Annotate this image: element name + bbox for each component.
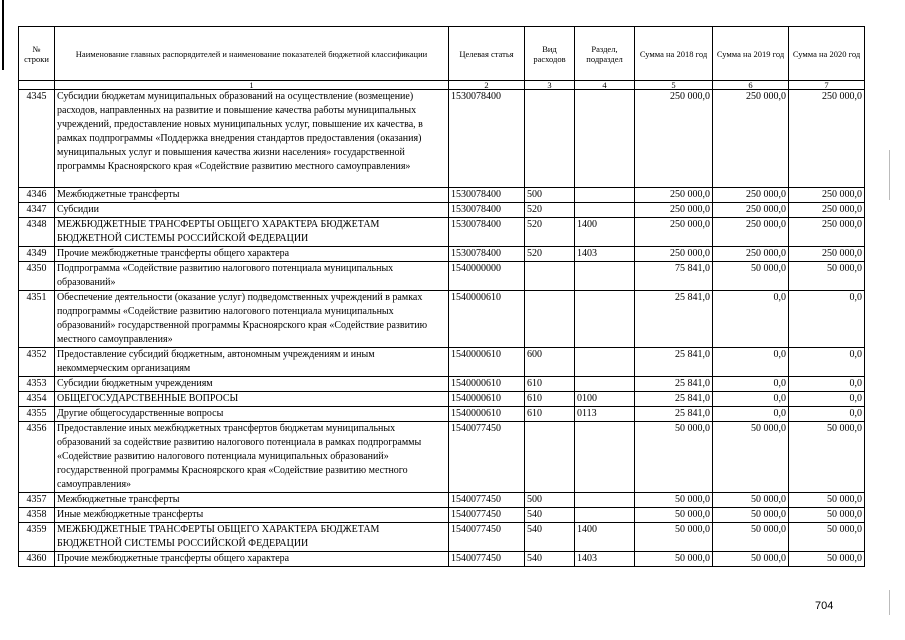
expense-type: 520 — [525, 247, 575, 262]
sum-2020: 250 000,0 — [789, 203, 865, 218]
sum-2018: 25 841,0 — [635, 392, 713, 407]
expense-type: 500 — [525, 493, 575, 508]
sum-2019: 50 000,0 — [713, 262, 789, 291]
section-code — [575, 188, 635, 203]
section-code — [575, 90, 635, 188]
target-article: 1540000610 — [449, 377, 525, 392]
table-row — [19, 377, 865, 392]
sum-2019: 0,0 — [713, 348, 789, 377]
table-row — [19, 247, 865, 262]
sum-2019: 250 000,0 — [713, 90, 789, 188]
page-number: 704 — [815, 600, 834, 612]
row-name: Предоставление субсидий бюджетным, автономным учреждениям и иным некоммерческим организациям — [55, 348, 449, 377]
sum-2020: 50 000,0 — [789, 262, 865, 291]
target-article: 1540000610 — [449, 407, 525, 422]
column-number: 1 — [55, 81, 449, 90]
table-row — [19, 348, 865, 377]
row-number: 4354 — [19, 392, 55, 407]
sum-2018: 250 000,0 — [635, 247, 713, 262]
row-name: Другие общегосударственные вопросы — [55, 407, 449, 422]
sum-2019: 250 000,0 — [713, 188, 789, 203]
row-name: Подпрограмма «Содействие развитию налогового потенциала муниципальных образований» — [55, 262, 449, 291]
row-name: ОБЩЕГОСУДАРСТВЕННЫЕ ВОПРОСЫ — [55, 392, 449, 407]
target-article: 1530078400 — [449, 218, 525, 247]
row-name: Субсидии бюджетным учреждениям — [55, 377, 449, 392]
table-row — [19, 407, 865, 422]
expense-type: 540 — [525, 508, 575, 523]
row-number: 4350 — [19, 262, 55, 291]
sum-2018: 25 841,0 — [635, 407, 713, 422]
row-name: Межбюджетные трансферты — [55, 493, 449, 508]
header-sum-2018: Сумма на 2018 год — [635, 27, 713, 81]
row-number: 4347 — [19, 203, 55, 218]
column-number: 5 — [635, 81, 713, 90]
target-article: 1540000610 — [449, 348, 525, 377]
expense-type: 600 — [525, 348, 575, 377]
table-row — [19, 203, 865, 218]
column-number: 3 — [525, 81, 575, 90]
sum-2019: 250 000,0 — [713, 203, 789, 218]
row-number: 4352 — [19, 348, 55, 377]
table-row — [19, 493, 865, 508]
expense-type — [525, 90, 575, 188]
sum-2018: 250 000,0 — [635, 218, 713, 247]
expense-type — [525, 262, 575, 291]
sum-2018: 50 000,0 — [635, 523, 713, 552]
sum-2020: 250 000,0 — [789, 188, 865, 203]
column-number: 6 — [713, 81, 789, 90]
sum-2018: 250 000,0 — [635, 90, 713, 188]
section-code: 0113 — [575, 407, 635, 422]
header-expense-type: Вид расходов — [525, 27, 575, 81]
target-article: 1540000000 — [449, 262, 525, 291]
sum-2020: 250 000,0 — [789, 247, 865, 262]
row-number: 4351 — [19, 291, 55, 348]
sum-2019: 50 000,0 — [713, 523, 789, 552]
row-name: МЕЖБЮДЖЕТНЫЕ ТРАНСФЕРТЫ ОБЩЕГО ХАРАКТЕРА БЮДЖЕТАМ БЮДЖЕТНОЙ СИСТЕМЫ РОССИЙСКОЙ ФЕДЕРАЦИИ — [55, 218, 449, 247]
row-name: Субсидии бюджетам муниципальных образований на осуществление (возмещение) расходов, направленных на развитие и повышение качества работы муниципальных учреждений, предоставление новых муниципальных услуг, повышение их качества, в рамках подпрограммы «Поддержка внедрения стандартов предоставления (оказания) муниципальных услуг и повышения качества жизни населения» государственной программы Красноярского края «Содействие развитию местного самоуправления» — [55, 90, 449, 188]
sum-2018: 50 000,0 — [635, 422, 713, 493]
section-code — [575, 377, 635, 392]
expense-type: 610 — [525, 407, 575, 422]
table-row — [19, 262, 865, 291]
table-row — [19, 188, 865, 203]
target-article: 1540077450 — [449, 508, 525, 523]
section-code — [575, 508, 635, 523]
row-number: 4349 — [19, 247, 55, 262]
row-number: 4360 — [19, 552, 55, 567]
target-article: 1540077450 — [449, 523, 525, 552]
sum-2020: 250 000,0 — [789, 218, 865, 247]
sum-2018: 250 000,0 — [635, 203, 713, 218]
sum-2019: 50 000,0 — [713, 493, 789, 508]
target-article: 1540077450 — [449, 552, 525, 567]
section-code: 1400 — [575, 218, 635, 247]
header-row — [19, 27, 865, 81]
sum-2020: 0,0 — [789, 392, 865, 407]
sum-2018: 50 000,0 — [635, 493, 713, 508]
row-name: Прочие межбюджетные трансферты общего характера — [55, 552, 449, 567]
row-name: Иные межбюджетные трансферты — [55, 508, 449, 523]
sum-2019: 250 000,0 — [713, 247, 789, 262]
section-code: 1400 — [575, 523, 635, 552]
table-row — [19, 218, 865, 247]
row-name: Межбюджетные трансферты — [55, 188, 449, 203]
row-number: 4348 — [19, 218, 55, 247]
table-row — [19, 291, 865, 348]
table-row — [19, 90, 865, 188]
section-code — [575, 348, 635, 377]
section-code — [575, 262, 635, 291]
expense-type: 520 — [525, 203, 575, 218]
sum-2018: 25 841,0 — [635, 377, 713, 392]
target-article: 1530078400 — [449, 188, 525, 203]
row-number: 4346 — [19, 188, 55, 203]
sum-2018: 25 841,0 — [635, 348, 713, 377]
sum-2020: 50 000,0 — [789, 523, 865, 552]
section-code — [575, 203, 635, 218]
sum-2018: 25 841,0 — [635, 291, 713, 348]
sum-2019: 0,0 — [713, 392, 789, 407]
header-section: Раздел, подраздел — [575, 27, 635, 81]
section-code — [575, 422, 635, 493]
target-article: 1540077450 — [449, 422, 525, 493]
row-name: Предоставление иных межбюджетных трансфертов бюджетам муниципальных образований за содействие развитию налогового потенциала в рамках подпрограммы «Содействие развитию налогового потенциала муниципальных образований» государственной программы Красноярского края «Содействие развитию местного самоуправления» — [55, 422, 449, 493]
section-code — [575, 291, 635, 348]
row-number: 4345 — [19, 90, 55, 188]
sum-2020: 250 000,0 — [789, 90, 865, 188]
target-article: 1540077450 — [449, 493, 525, 508]
scan-mark — [889, 590, 890, 615]
budget-table — [18, 26, 865, 567]
row-number: 4355 — [19, 407, 55, 422]
target-article: 1530078400 — [449, 90, 525, 188]
header-name: Наименование главных распорядителей и наименование показателей бюджетной классификации — [55, 27, 449, 81]
column-number-row — [19, 81, 865, 90]
column-number: 2 — [449, 81, 525, 90]
expense-type: 610 — [525, 392, 575, 407]
header-sum-2019: Сумма на 2019 год — [713, 27, 789, 81]
section-code — [575, 493, 635, 508]
table-row — [19, 508, 865, 523]
column-number: 4 — [575, 81, 635, 90]
row-name: Прочие межбюджетные трансферты общего характера — [55, 247, 449, 262]
target-article: 1540000610 — [449, 392, 525, 407]
row-name: Обеспечение деятельности (оказание услуг) подведомственных учреждений в рамках подпрограммы «Содействие развитию налогового потенциала муниципальных образований» государственной программы Красноярского края «Содействие развитию местного самоуправления» — [55, 291, 449, 348]
expense-type: 610 — [525, 377, 575, 392]
header-sum-2020: Сумма на 2020 год — [789, 27, 865, 81]
row-number: 4359 — [19, 523, 55, 552]
row-number: 4356 — [19, 422, 55, 493]
sum-2020: 50 000,0 — [789, 508, 865, 523]
sum-2020: 0,0 — [789, 377, 865, 392]
sum-2019: 0,0 — [713, 291, 789, 348]
section-code: 1403 — [575, 552, 635, 567]
margin-rule — [2, 0, 4, 70]
sum-2019: 0,0 — [713, 407, 789, 422]
sum-2019: 50 000,0 — [713, 508, 789, 523]
table-row — [19, 392, 865, 407]
section-code: 0100 — [575, 392, 635, 407]
column-number — [19, 81, 55, 90]
expense-type — [525, 291, 575, 348]
section-code: 1403 — [575, 247, 635, 262]
table-row — [19, 523, 865, 552]
expense-type: 500 — [525, 188, 575, 203]
sum-2018: 50 000,0 — [635, 508, 713, 523]
column-number: 7 — [789, 81, 865, 90]
expense-type: 520 — [525, 218, 575, 247]
row-name: МЕЖБЮДЖЕТНЫЕ ТРАНСФЕРТЫ ОБЩЕГО ХАРАКТЕРА БЮДЖЕТАМ БЮДЖЕТНОЙ СИСТЕМЫ РОССИЙСКОЙ ФЕДЕРАЦИИ — [55, 523, 449, 552]
target-article: 1530078400 — [449, 247, 525, 262]
table-row — [19, 422, 865, 493]
target-article: 1540000610 — [449, 291, 525, 348]
scan-mark — [889, 150, 890, 200]
sum-2020: 50 000,0 — [789, 552, 865, 567]
sum-2018: 75 841,0 — [635, 262, 713, 291]
sum-2019: 0,0 — [713, 377, 789, 392]
sum-2019: 250 000,0 — [713, 218, 789, 247]
sum-2020: 0,0 — [789, 407, 865, 422]
row-number: 4358 — [19, 508, 55, 523]
sum-2018: 50 000,0 — [635, 552, 713, 567]
row-number: 4353 — [19, 377, 55, 392]
expense-type: 540 — [525, 552, 575, 567]
row-name: Субсидии — [55, 203, 449, 218]
sum-2020: 0,0 — [789, 291, 865, 348]
header-target-article: Целевая статья — [449, 27, 525, 81]
sum-2019: 50 000,0 — [713, 422, 789, 493]
sum-2020: 0,0 — [789, 348, 865, 377]
table-row — [19, 552, 865, 567]
sum-2020: 50 000,0 — [789, 422, 865, 493]
target-article: 1530078400 — [449, 203, 525, 218]
header-row-number: № строки — [19, 27, 55, 81]
sum-2018: 250 000,0 — [635, 188, 713, 203]
expense-type — [525, 422, 575, 493]
row-number: 4357 — [19, 493, 55, 508]
sum-2020: 50 000,0 — [789, 493, 865, 508]
expense-type: 540 — [525, 523, 575, 552]
sum-2019: 50 000,0 — [713, 552, 789, 567]
